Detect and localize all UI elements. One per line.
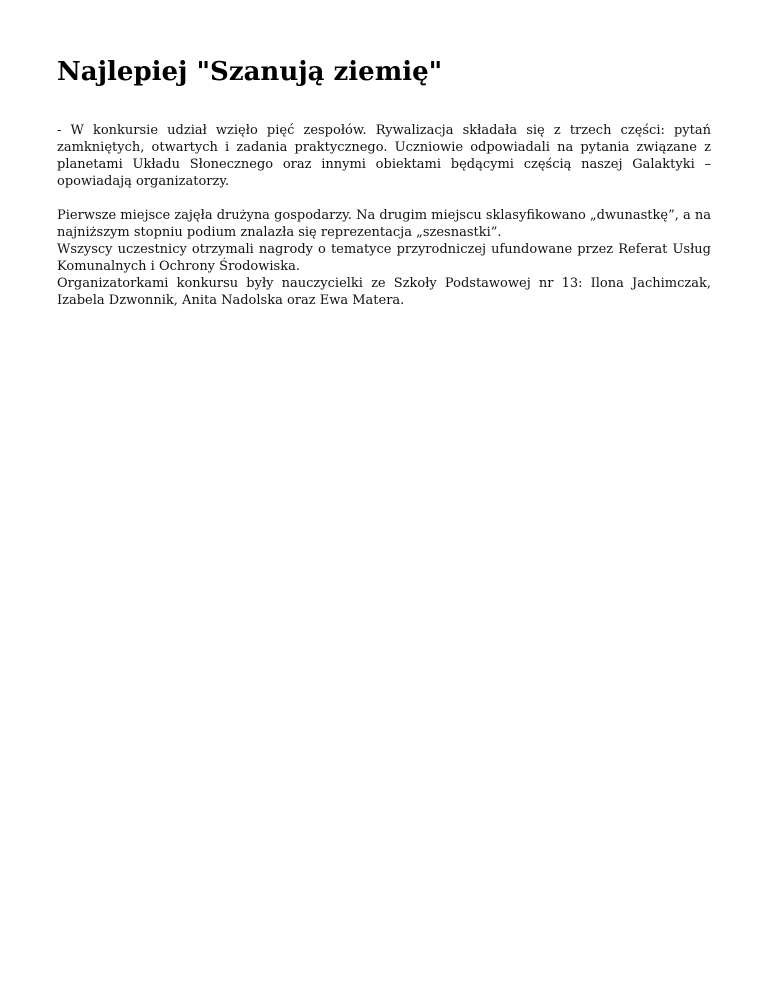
article-paragraph-3: Wszyscy uczestnicy otrzymali nagrody o tematyce przyrodniczej ufundowane przez Referat Usług Komunalnych i Ochrony Środowiska. bbox=[57, 242, 711, 274]
article-paragraph-4: Organizatorkami konkursu były nauczycielki ze Szkoły Podstawowej nr 13: Ilona Jachimczak, Izabela Dzwonnik, Anita Nadolska oraz Ewa Matera. bbox=[57, 276, 711, 308]
article-paragraph-1: - W konkursie udział wzięło pięć zespołów. Rywalizacja składała się z trzech części: pytań zamkniętych, otwartych i zadania praktycznego. Uczniowie odpowiadali na pytania związane z planetami Układu Słonecznego oraz innymi obiektami będącymi częścią naszej Galaktyki – opowiadają organizatorzy. bbox=[57, 123, 711, 189]
paragraph-spacer bbox=[57, 190, 711, 207]
article-paragraph-2: Pierwsze miejsce zajęła drużyna gospodarzy. Na drugim miejscu sklasyfikowano „dwunastkę”, a na najniższym stopniu podium znalazła się reprezentacja „szesnastki”. bbox=[57, 208, 711, 240]
article-title: Najlepiej "Szanują ziemię" bbox=[57, 57, 443, 87]
article bbox=[57, 52, 711, 309]
